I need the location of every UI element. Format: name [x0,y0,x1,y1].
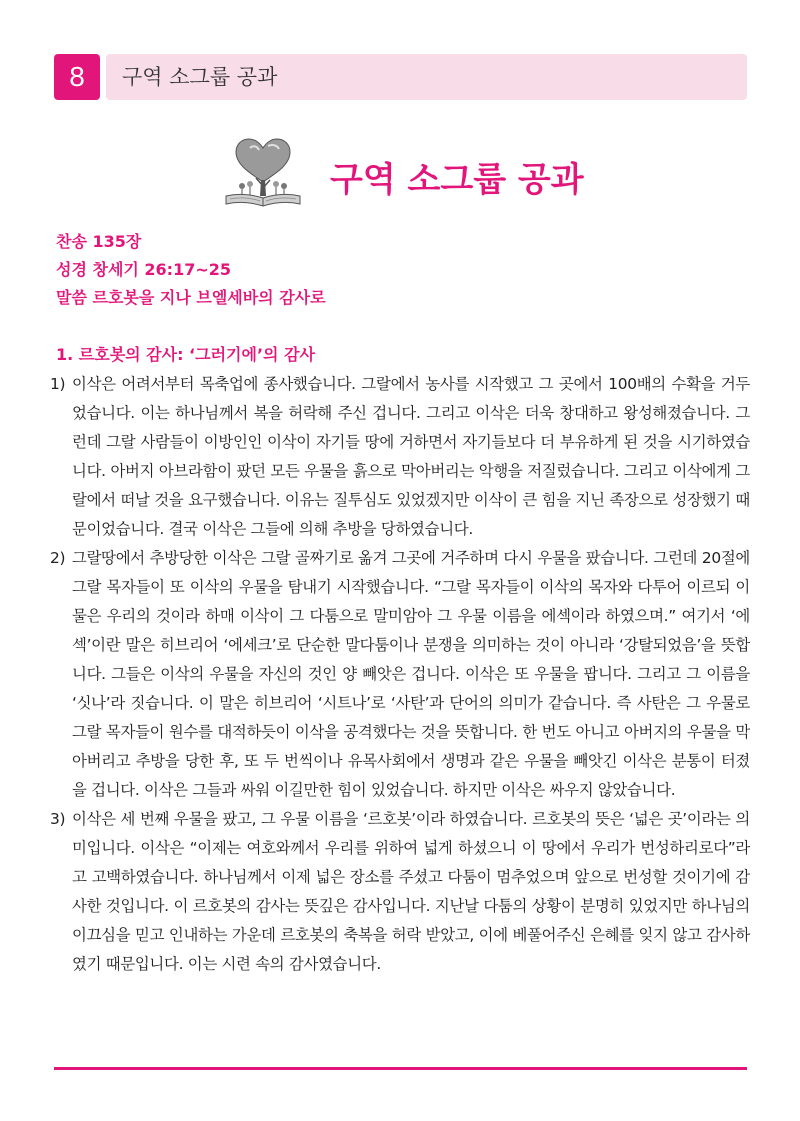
paragraph-text: 이삭은 세 번째 우물을 팠고, 그 우물 이름을 ‘르호봇’이라 하였습니다. 르호봇의 뜻은 ‘넓은 곳’이라는 의미입니다. 이삭은 “이제는 여호와께서 우리를 위하여 넓게 하셨으니 이 땅에서 우리가 번성하리로다”라고 고백하였습니다. 하나님께서 이제 넓은 장소를 주셨고 다툼이 멈추었으며 앞으로 번성할 것이기에 감사한 것입니다. 이 르호봇의 감사는 뜻깊은 감사입니다. 지난날 다툼의 상황이 분명히 있었지만 하나님의 이끄심을 믿고 인내하는 가운데 르호봇의 축복을 허락 받았고, 이에 베풀어주신 은혜를 잊지 않고 감사하였기 때문입니다. 이는 시련 속의 감사였습니다. [72,810,750,973]
title-row [220,136,600,216]
scripture-line: 성경 창세기 26:17~25 [56,260,232,279]
header-title: 구역 소그룹 공과 [122,65,278,89]
paragraph-text: 이삭은 어려서부터 목축업에 종사했습니다. 그랄에서 농사를 시작했고 그 곳에서 100배의 수확을 거두었습니다. 이는 하나님께서 복을 허락해 주신 겁니다. 그리고 이삭은 더욱 창대하고 왕성해졌습니다. 그런데 그랄 사람들이 이방인인 이삭이 자기들 땅에 거하면서 자기들보다 더 부유하게 된 것을 시기하였습니다. 아버지 아브라함이 팠던 모든 우물을 흙으로 막아버리는 악행을 저질렀습니다. 그리고 이삭에게 그랄에서 떠날 것을 요구했습니다. 이유는 질투심도 있었겠지만 이삭이 큰 힘을 지닌 족장으로 성장했기 때문이었습니다. 결국 이삭은 그들에 의해 추방을 당하였습니다. [72,375,750,538]
chapter-number: 8 [54,54,100,100]
header-title-box [106,54,747,100]
footer-divider [54,1067,747,1070]
chapter-header [54,54,747,100]
paragraph-number: 3) [50,810,66,828]
hymn-line: 찬송 135장 [56,232,142,251]
sermon-line: 말씀 르호봇을 지나 브엘세바의 감사로 [56,288,326,307]
main-title: 구역 소그룹 공과 [330,160,584,200]
paragraph-text: 그랄땅에서 추방당한 이삭은 그랄 골짜기로 옮겨 그곳에 거주하며 다시 우물을 팠습니다. 그런데 20절에 그랄 목자들이 또 이삭의 우물을 탐내기 시작했습니다. “그랄 목자들이 이삭의 목자와 다투어 이르되 이 물은 우리의 것이라 하매 이삭이 그 다툼으로 말미암아 그 우물 이름을 에섹이라 하였으며.” 여기서 ‘에섹’이란 말은 히브리어 ‘에세크’로 단순한 말다툼이나 분쟁을 의미하는 것이 아니라 ‘강탈되었음’을 뜻합니다. 그들은 이삭의 우물을 자신의 것인 양 빼앗은 겁니다. 이삭은 또 우물을 팝니다. 그리고 그 이름을 ‘싯나’라 짓습니다. 이 말은 히브리어 ‘시트나’로 ‘사탄’과 단어의 의미가 같습니다. 즉 사탄은 그 우물로 그랄 목자들이 원수를 대적하듯이 이삭을 공격했다는 것을 뜻합니다. 한 번도 아니고 아버지의 우물을 막아버리고 추방을 당한 후, 또 두 번씩이나 유목사회에서 생명과 같은 우물을 빼앗긴 이삭은 분통이 터졌을 겁니다. 이삭은 그들과 싸워 이길만한 힘이 있었습니다. 하지만 이삭은 싸우지 않았습니다. [72,549,750,799]
section-body [50,370,750,979]
section-heading: 1. 르호봇의 감사: ‘그러기에’의 감사 [56,345,315,364]
paragraph [50,544,750,805]
paragraph [50,370,750,544]
lesson-meta [56,228,326,312]
paragraph-number: 1) [50,375,66,393]
paragraph-number: 2) [50,549,66,567]
paragraph [50,805,750,979]
heart-tree-book-icon [220,136,306,210]
